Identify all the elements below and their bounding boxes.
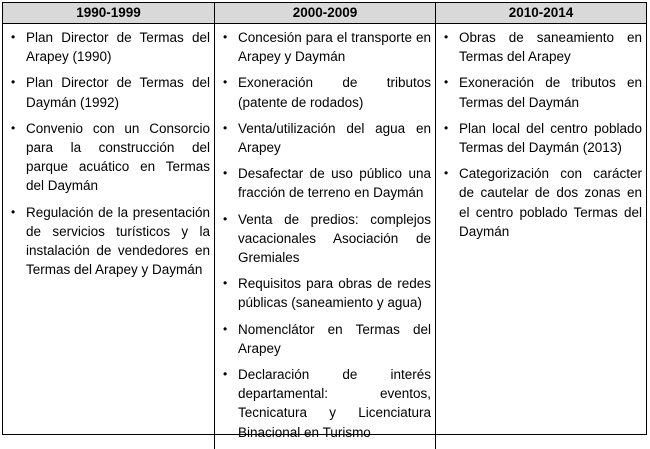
bullet-dot-icon: •	[444, 120, 449, 135]
bullet-dot-icon: •	[11, 30, 16, 44]
bullet-dot-icon: •	[11, 204, 16, 219]
list-item-text: Plan Director de Termas del Daymán (1992)	[26, 75, 210, 110]
list-item	[223, 119, 431, 157]
bullet-dot-icon: •	[11, 75, 16, 90]
header-2000-2009: 2000-2009	[215, 3, 436, 23]
bullet-dot-icon: •	[223, 211, 228, 226]
list-item-text: Plan local del centro poblado Termas del Daymán (2013)	[459, 120, 642, 156]
list-1990-1999	[11, 28, 210, 279]
list-item	[444, 119, 642, 157]
list-item	[11, 119, 210, 196]
bullet-dot-icon: •	[223, 30, 228, 44]
list-item	[11, 73, 210, 111]
list-item-text: Declaración de interés departamental: eventos, Tecnicatura y Licenciatura Binacional en Turismo	[238, 367, 431, 440]
list-item-text: Exoneración de tributos (patente de rodados)	[238, 75, 431, 110]
list-item	[223, 320, 431, 358]
bullet-dot-icon: •	[444, 75, 449, 90]
list-item	[444, 73, 642, 111]
list-item	[444, 164, 642, 241]
list-item-text: Regulación de la presentación de servicios turísticos y la instalación de vendedores en Termas del Arapey y Daymán	[26, 204, 210, 278]
list-item-text: Convenio con un Consorcio para la construcción del parque acuático en Termas del Daymán	[26, 120, 210, 194]
cell-1990-1999	[3, 24, 215, 449]
table-header-row	[3, 3, 646, 24]
list-item	[223, 28, 431, 66]
list-item	[223, 210, 431, 268]
bullet-dot-icon: •	[223, 276, 228, 291]
list-item	[223, 274, 431, 312]
bullet-dot-icon: •	[223, 75, 228, 90]
list-item	[444, 28, 642, 66]
bullet-dot-icon: •	[223, 321, 228, 336]
bullet-dot-icon: •	[223, 367, 228, 382]
list-item-text: Desafectar de uso público una fracción de terreno en Daymán	[238, 166, 431, 201]
list-item	[223, 164, 431, 202]
list-item-text: Venta de predios: complejos vacacionales Asociación de Gremiales	[238, 211, 431, 266]
cell-2000-2009	[215, 24, 436, 449]
list-2000-2009	[223, 28, 431, 442]
bullet-dot-icon: •	[223, 166, 228, 181]
list-item-text: Requisitos para obras de redes públicas (saneamiento y agua)	[238, 276, 431, 311]
list-item-text: Nomenclátor en Termas del Arapey	[238, 321, 431, 356]
cell-2010-2014	[436, 24, 646, 449]
bullet-dot-icon: •	[11, 120, 16, 135]
list-item	[11, 203, 210, 280]
bullet-dot-icon: •	[444, 30, 449, 44]
list-item	[11, 28, 210, 66]
header-2010-2014: 2010-2014	[508, 5, 574, 20]
list-item-text: Concesión para el transporte en Arapey y Daymán	[238, 30, 431, 65]
bullet-dot-icon: •	[223, 120, 228, 135]
policy-timeline-table	[2, 2, 647, 440]
bullet-dot-icon: •	[444, 166, 449, 181]
header-1990-1999: 1990-1999	[3, 3, 215, 23]
list-item-text: Exoneración de tributos en Termas del Daymán	[459, 75, 642, 110]
list-2010-2014	[444, 28, 642, 241]
list-item-text: Plan Director de Termas del Arapey (1990)	[26, 30, 210, 65]
list-item-text: Obras de saneamiento en Termas del Arapey	[459, 30, 642, 65]
list-item-text: Venta/utilización del agua en Arapey	[238, 120, 431, 156]
list-item-text: Categorización con carácter de cautelar de dos zonas en el centro poblado Termas del Daymán	[459, 166, 642, 239]
list-item	[223, 365, 431, 442]
list-item	[223, 73, 431, 111]
table-body-row	[3, 24, 646, 449]
